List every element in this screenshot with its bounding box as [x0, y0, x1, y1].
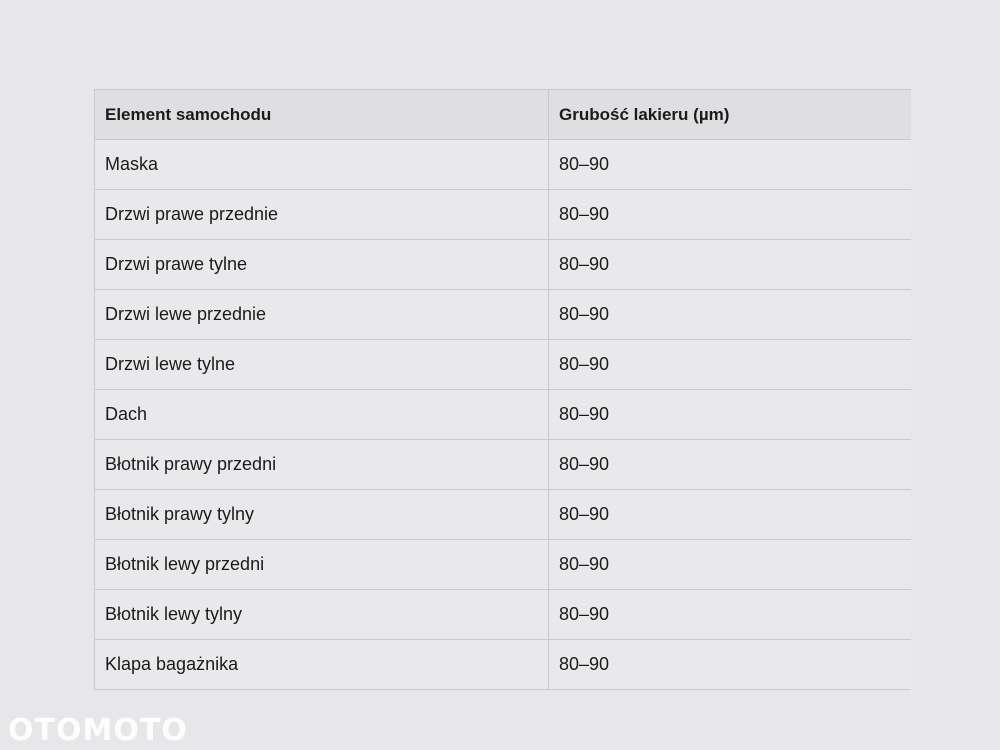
- paint-thickness-cell: 80–90: [549, 540, 911, 590]
- car-element-cell: Drzwi prawe przednie: [95, 190, 549, 240]
- paint-thickness-cell: 80–90: [549, 140, 911, 190]
- table-body: [95, 140, 911, 690]
- car-element-cell: Drzwi prawe tylne: [95, 240, 549, 290]
- car-element-cell: Błotnik lewy tylny: [95, 590, 549, 640]
- paint-thickness-cell: 80–90: [549, 340, 911, 390]
- column-header-car-element: Element samochodu: [95, 90, 549, 140]
- paint-thickness-cell: 80–90: [549, 290, 911, 340]
- table-header-row: [95, 90, 911, 140]
- table-row: [95, 440, 911, 490]
- paint-thickness-cell: 80–90: [549, 490, 911, 540]
- table-row: [95, 390, 911, 440]
- otomoto-watermark-logo: OTOMOTO: [8, 712, 188, 748]
- paint-thickness-cell: 80–90: [549, 640, 911, 690]
- paint-thickness-cell: 80–90: [549, 240, 911, 290]
- table-row: [95, 240, 911, 290]
- table-row: [95, 490, 911, 540]
- car-element-cell: Dach: [95, 390, 549, 440]
- column-header-paint-thickness: Grubość lakieru (µm): [549, 90, 911, 140]
- car-element-cell: Klapa bagażnika: [95, 640, 549, 690]
- car-element-cell: Błotnik lewy przedni: [95, 540, 549, 590]
- car-element-cell: Drzwi lewe przednie: [95, 290, 549, 340]
- table-row: [95, 290, 911, 340]
- paint-thickness-cell: 80–90: [549, 390, 911, 440]
- car-element-cell: Drzwi lewe tylne: [95, 340, 549, 390]
- table-row: [95, 340, 911, 390]
- table-row: [95, 590, 911, 640]
- table-row: [95, 640, 911, 690]
- paint-thickness-cell: 80–90: [549, 590, 911, 640]
- table-row: [95, 190, 911, 240]
- table-row: [95, 540, 911, 590]
- paint-thickness-table: [94, 89, 911, 690]
- paint-thickness-cell: 80–90: [549, 440, 911, 490]
- car-element-cell: Błotnik prawy przedni: [95, 440, 549, 490]
- table-row: [95, 140, 911, 190]
- car-element-cell: Błotnik prawy tylny: [95, 490, 549, 540]
- paint-thickness-cell: 80–90: [549, 190, 911, 240]
- car-element-cell: Maska: [95, 140, 549, 190]
- table-header: [95, 90, 911, 140]
